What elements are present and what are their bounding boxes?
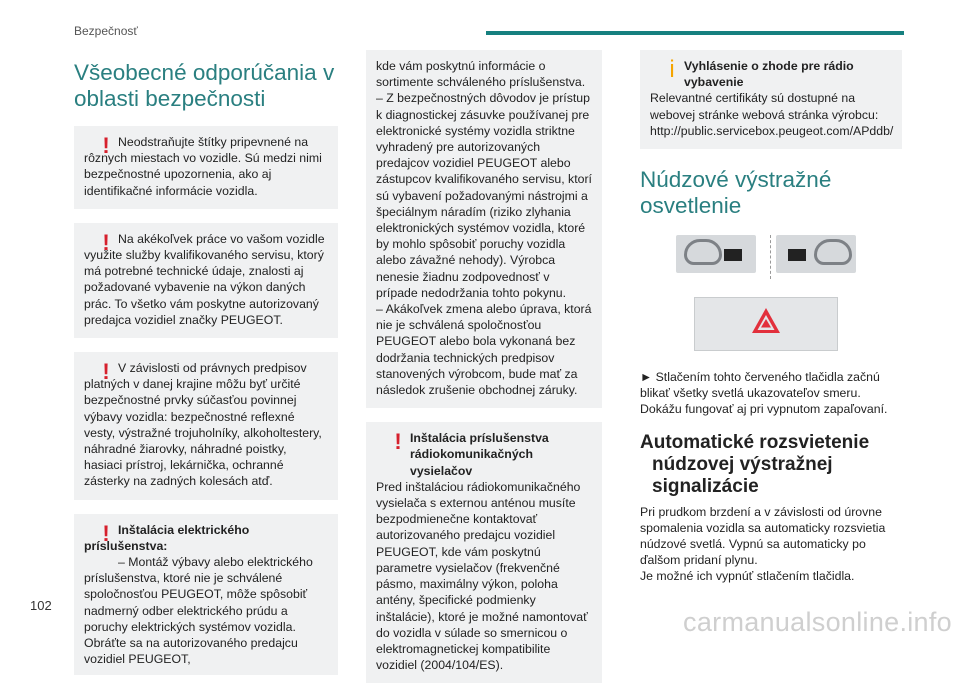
- warning-icon: !: [102, 133, 110, 158]
- column-3: [640, 50, 902, 585]
- info-box-radio-conformity: [640, 50, 902, 149]
- warning-title: Inštalácia elektrického príslušenstva:: [84, 522, 250, 553]
- warning-box-service: [74, 223, 338, 338]
- warning-title: Inštalácia príslušenstva rádiokomunikačných vysielačov: [410, 431, 549, 478]
- hazard-triangle-icon: [751, 306, 781, 336]
- info-text: Relevantné certifikáty sú dostupné na webovej stránke webová stránka výrobcu: http://public.servicebox.peugeot.com/APddb/: [650, 91, 894, 138]
- info-icon: i: [669, 56, 675, 83]
- warning-icon: !: [102, 520, 110, 546]
- warning-box-electrical: [74, 514, 338, 676]
- header-accent-bar: [486, 31, 904, 35]
- warning-text: Neodstraňujte štítky pripevnené na rôznych miestach vo vozidle. Sú medzi nimi bezpečnostné upozornenia, ako aj identifikačné informácie vozidla.: [84, 135, 322, 198]
- column-2: [366, 50, 602, 697]
- warning-text: Pred inštaláciou rádiokomunikačného vysielača s externou anténou musíte bezpodmienečne kontaktovať autorizovaného predajcu vozidiel PEUGEOT, kde vám poskytnú parametre vysielačov (frekvenčné pásmo, maximálny výkon, poloha antény, špecifické podmienky inštalácie), ktoré je možné namontovať do vozidla v súlade so smernicou o elektromagnetickej kompatibilite vozidiel (2004/104/ES).: [376, 479, 588, 673]
- warning-text: – Z bezpečnostných dôvodov je prístup k diagnostickej zásuvke používanej pre elektronické systémy vozidla striktne vyhradený pre autorizovaných predajcov vozidiel PEUGEOT alebo zástupcov kvalifikovaného servisu, ktorí sú vybavení požadovanými nástrojmi a špeciálnym náradím (riziko zlyhania elektronických systémov vozidla, ktoré by mohlo spôsobiť poruchy vozidla alebo závažné nehody). Výrobca nenesie žiadnu zodpovednosť v prípade nedodržania tohto pokynu.: [376, 91, 592, 300]
- hazard-button-illustration: [694, 297, 838, 351]
- warning-icon: !: [394, 429, 402, 455]
- automatic-hazard-text-2: Je možné ich vypnúť stlačením tlačidla.: [640, 569, 855, 584]
- warning-icon: !: [102, 229, 110, 255]
- warning-text: – Akákoľvek zmena alebo úprava, ktorá nie je schválená spoločnosťou PEUGEOT alebo bola vykonaná bez dodržania technických predpisov stanovených výrobcom, bude mať za následok zrušenie obchodnej záruky.: [376, 302, 592, 398]
- hazard-press-instruction: ► Stlačením tohto červeného tlačidla začnú blikať všetky svetlá ukazovateľov smeru. Dokážu fungovať aj pri vypnutom zapaľovaní.: [640, 370, 888, 417]
- section-title-hazard: Núdzové výstražné osvetlenie: [640, 167, 832, 219]
- section-title-safety: Všeobecné odporúčania v oblasti bezpečnosti: [74, 60, 335, 111]
- steering-wheel-right: [776, 235, 856, 273]
- warning-text: V závislosti od právnych predpisov platných v danej krajine môžu byť určité bezpečnostné prvky súčasťou povinnej výbavy vozidla: bezpečnostné reflexné vesty, výstražné trojuholníky, alkoholtestery, náhradné žiarovky, náhradné poistky, hasiaci prístroj, lekárnička, ochranné zásterky na zadných kolesách atď.: [84, 361, 322, 489]
- steering-wheel-icon: [814, 239, 852, 265]
- warning-box-labels: [74, 126, 338, 209]
- steering-wheel-left: [676, 235, 756, 273]
- section-header: Bezpečnosť: [74, 24, 138, 38]
- watermark: carmanualsonline.info: [683, 607, 952, 637]
- automatic-hazard-text: Pri prudkom brzdení a v závislosti od úrovne spomalenia vozidla sa automaticky rozsvietia núdzové svetlá. Vypnú sa automaticky po ďalšom pridaní plynu.: [640, 504, 886, 568]
- dashboard-illustration: [640, 235, 902, 287]
- info-title: Vyhlásenie o zhode pre rádio vybavenie: [684, 59, 854, 90]
- warning-text: kde vám poskytnú informácie o sortimente schváleného príslušenstva.: [376, 59, 586, 90]
- sub-title-automatic-hazard: Automatické rozsvietenie núdzovej výstražnej signalizácie: [640, 431, 870, 497]
- page-number: 102: [30, 598, 52, 613]
- warning-icon: !: [102, 359, 110, 385]
- column-1: [74, 50, 338, 689]
- steering-wheel-icon: [684, 239, 722, 265]
- warning-box-radio: [366, 422, 602, 683]
- warning-text: – Montáž výbavy alebo elektrického príslušenstva, ktoré nie je schválené spoločnosťou PEUGEOT, môže spôsobiť nadmerný odber elektrického prúdu a poruchy elektrických systémov vozidla. Obráťte sa na autorizovaného predajcu vozidiel PEUGEOT,: [84, 555, 313, 667]
- warning-box-continued: [366, 50, 602, 408]
- warning-text: Na akékoľvek práce vo vašom vozidle využite služby kvalifikovaného servisu, ktorý má potrebné technické údaje, znalosti aj požadované vybavenie na výkon daných prác. To všetko vám poskytne autorizovaný predajca vozidiel značky PEUGEOT.: [84, 231, 325, 327]
- warning-box-equipment: [74, 352, 338, 500]
